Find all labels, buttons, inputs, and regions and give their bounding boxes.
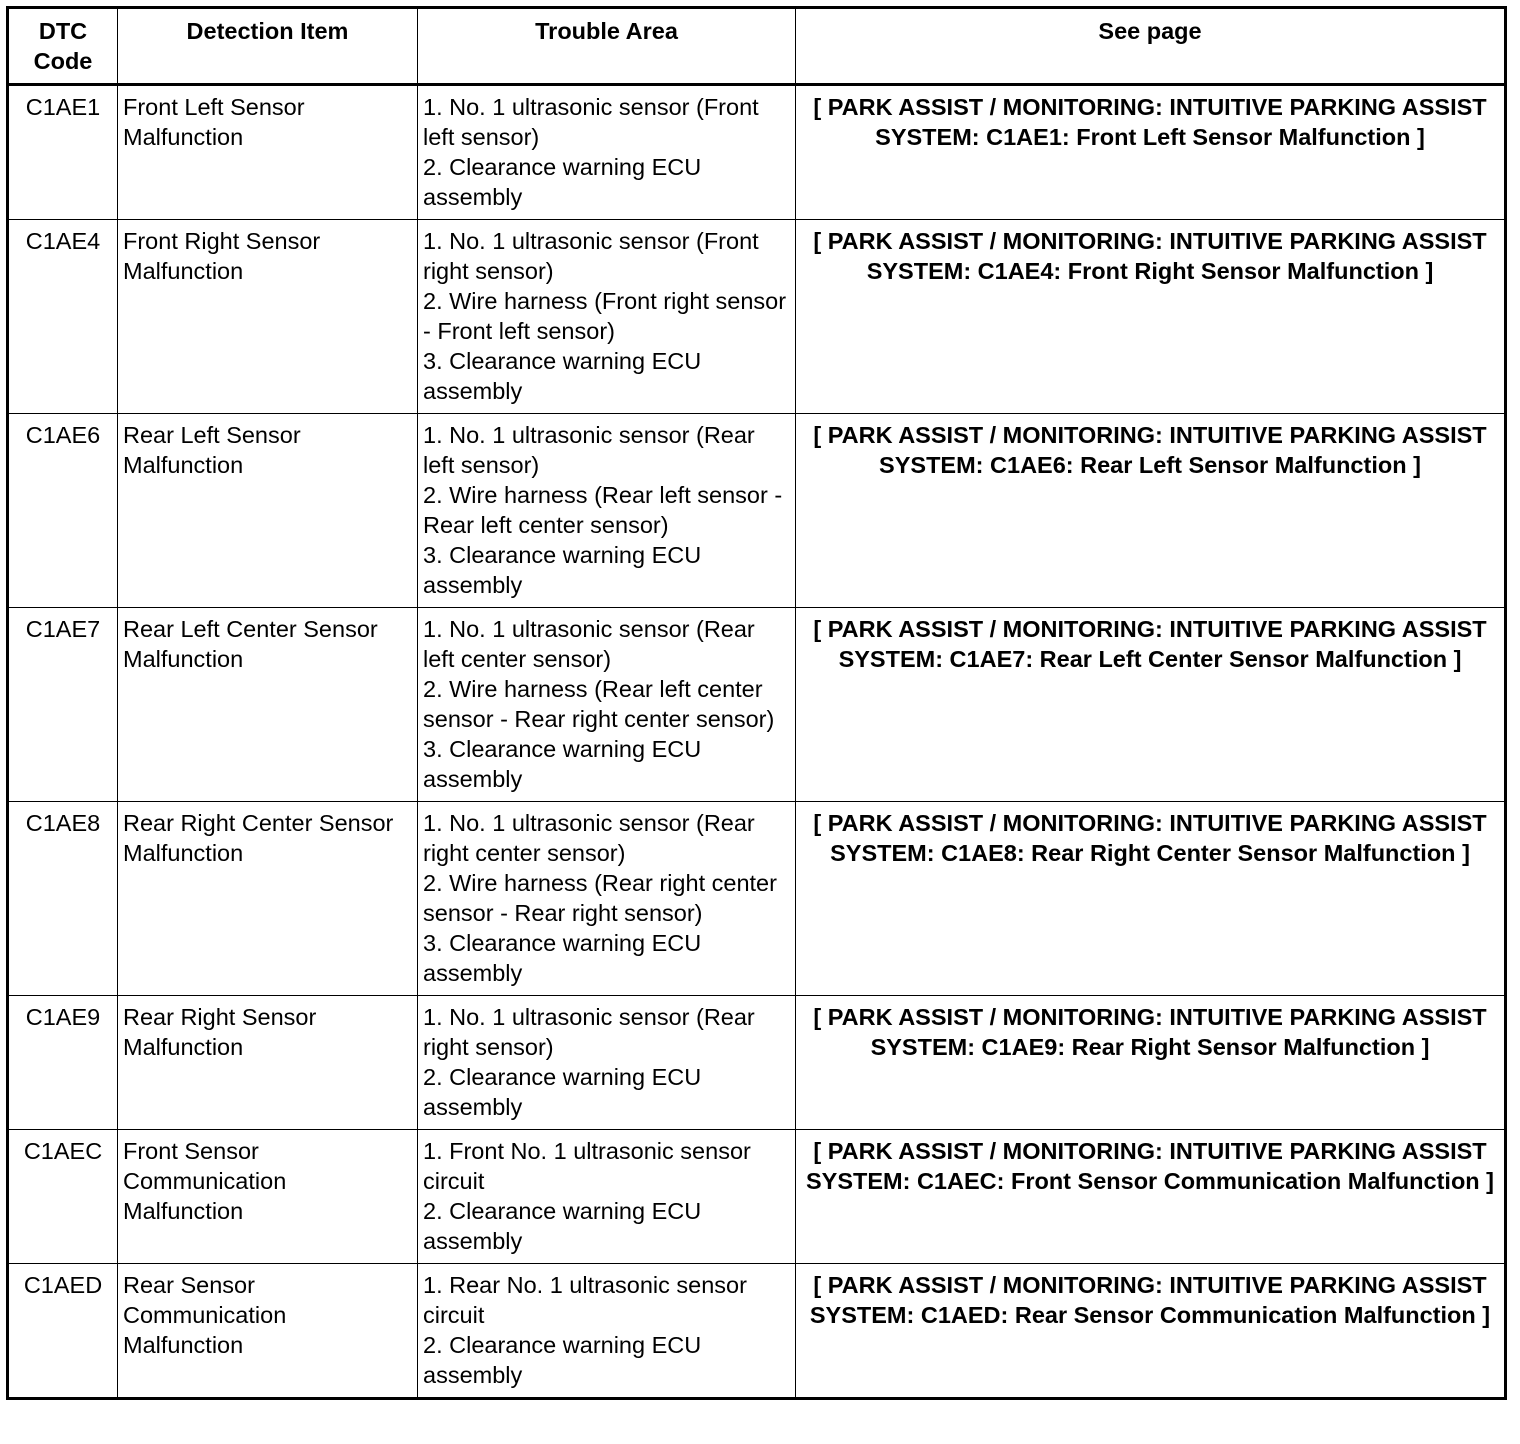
trouble-area-item: 2. Wire harness (Front right sensor - Front left sensor) (423, 288, 787, 344)
see-page-link[interactable]: [ PARK ASSIST / MONITORING: INTUITIVE PARKING ASSIST SYSTEM: C1AE1: Front Left Sensor Malfunction ] (796, 85, 1506, 220)
trouble-area-item: 2. Wire harness (Rear left sensor - Rear left center sensor) (423, 482, 783, 538)
trouble-area-item: 1. No. 1 ultrasonic sensor (Front right sensor) (423, 228, 759, 284)
table-row (8, 608, 1506, 802)
trouble-area-cell (418, 996, 796, 1130)
trouble-area-cell (418, 414, 796, 608)
table-row (8, 802, 1506, 996)
detection-item-cell: Rear Right Center Sensor Malfunction (118, 802, 418, 996)
see-page-link[interactable]: [ PARK ASSIST / MONITORING: INTUITIVE PARKING ASSIST SYSTEM: C1AE6: Rear Left Sensor Malfunction ] (796, 414, 1506, 608)
dtc-table (6, 6, 1507, 1400)
trouble-area-item: 2. Clearance warning ECU assembly (423, 1064, 702, 1120)
dtc-code-cell: C1AEC (8, 1130, 118, 1264)
detection-item-cell: Rear Left Sensor Malfunction (118, 414, 418, 608)
trouble-area-item: 1. No. 1 ultrasonic sensor (Front left sensor) (423, 94, 759, 150)
trouble-area-cell (418, 85, 796, 220)
trouble-area-item: 1. No. 1 ultrasonic sensor (Rear right center sensor) (423, 810, 755, 866)
see-page-link[interactable]: [ PARK ASSIST / MONITORING: INTUITIVE PARKING ASSIST SYSTEM: C1AE7: Rear Left Center Sensor Malfunction ] (796, 608, 1506, 802)
table-header (8, 8, 1506, 85)
detection-item-cell: Front Left Sensor Malfunction (118, 85, 418, 220)
trouble-area-cell (418, 608, 796, 802)
see-page-link[interactable]: [ PARK ASSIST / MONITORING: INTUITIVE PARKING ASSIST SYSTEM: C1AEC: Front Sensor Communication Malfunction ] (796, 1130, 1506, 1264)
table-row (8, 1264, 1506, 1399)
trouble-area-item: 2. Wire harness (Rear left center sensor - Rear right center sensor) (423, 676, 775, 732)
trouble-area-cell (418, 220, 796, 414)
see-page-link[interactable]: [ PARK ASSIST / MONITORING: INTUITIVE PARKING ASSIST SYSTEM: C1AE9: Rear Right Sensor Malfunction ] (796, 996, 1506, 1130)
table-row (8, 1130, 1506, 1264)
trouble-area-cell (418, 802, 796, 996)
trouble-area-cell (418, 1130, 796, 1264)
trouble-area-cell (418, 1264, 796, 1399)
header-see-page: See page (796, 8, 1506, 85)
trouble-area-item: 1. No. 1 ultrasonic sensor (Rear right sensor) (423, 1004, 755, 1060)
see-page-link[interactable]: [ PARK ASSIST / MONITORING: INTUITIVE PARKING ASSIST SYSTEM: C1AED: Rear Sensor Communication Malfunction ] (796, 1264, 1506, 1399)
dtc-code-cell: C1AE9 (8, 996, 118, 1130)
trouble-area-item: 3. Clearance warning ECU assembly (423, 348, 702, 404)
table-row (8, 996, 1506, 1130)
see-page-link[interactable]: [ PARK ASSIST / MONITORING: INTUITIVE PARKING ASSIST SYSTEM: C1AE8: Rear Right Center Sensor Malfunction ] (796, 802, 1506, 996)
detection-item-cell: Front Sensor Communication Malfunction (118, 1130, 418, 1264)
trouble-area-item: 1. No. 1 ultrasonic sensor (Rear left sensor) (423, 422, 755, 478)
detection-item-cell: Front Right Sensor Malfunction (118, 220, 418, 414)
table-row (8, 414, 1506, 608)
trouble-area-item: 1. Rear No. 1 ultrasonic sensor circuit (423, 1272, 747, 1328)
dtc-code-cell: C1AE7 (8, 608, 118, 802)
trouble-area-item: 2. Clearance warning ECU assembly (423, 1332, 702, 1388)
dtc-code-cell: C1AE6 (8, 414, 118, 608)
trouble-area-item: 1. Front No. 1 ultrasonic sensor circuit (423, 1138, 751, 1194)
trouble-area-item: 3. Clearance warning ECU assembly (423, 542, 702, 598)
dtc-code-cell: C1AE1 (8, 85, 118, 220)
see-page-link[interactable]: [ PARK ASSIST / MONITORING: INTUITIVE PARKING ASSIST SYSTEM: C1AE4: Front Right Sensor Malfunction ] (796, 220, 1506, 414)
header-row (8, 8, 1506, 85)
table-row (8, 85, 1506, 220)
trouble-area-item: 1. No. 1 ultrasonic sensor (Rear left center sensor) (423, 616, 755, 672)
dtc-code-cell: C1AE4 (8, 220, 118, 414)
header-trouble-area: Trouble Area (418, 8, 796, 85)
detection-item-cell: Rear Right Sensor Malfunction (118, 996, 418, 1130)
trouble-area-item: 3. Clearance warning ECU assembly (423, 930, 702, 986)
detection-item-cell: Rear Sensor Communication Malfunction (118, 1264, 418, 1399)
trouble-area-item: 2. Clearance warning ECU assembly (423, 1198, 702, 1254)
trouble-area-item: 2. Clearance warning ECU assembly (423, 154, 702, 210)
detection-item-cell: Rear Left Center Sensor Malfunction (118, 608, 418, 802)
trouble-area-item: 2. Wire harness (Rear right center sensor - Rear right sensor) (423, 870, 777, 926)
table-body (8, 85, 1506, 1399)
dtc-code-cell: C1AED (8, 1264, 118, 1399)
header-detection-item: Detection Item (118, 8, 418, 85)
table-row (8, 220, 1506, 414)
trouble-area-item: 3. Clearance warning ECU assembly (423, 736, 702, 792)
header-dtc-code: DTC Code (8, 8, 118, 85)
dtc-code-cell: C1AE8 (8, 802, 118, 996)
